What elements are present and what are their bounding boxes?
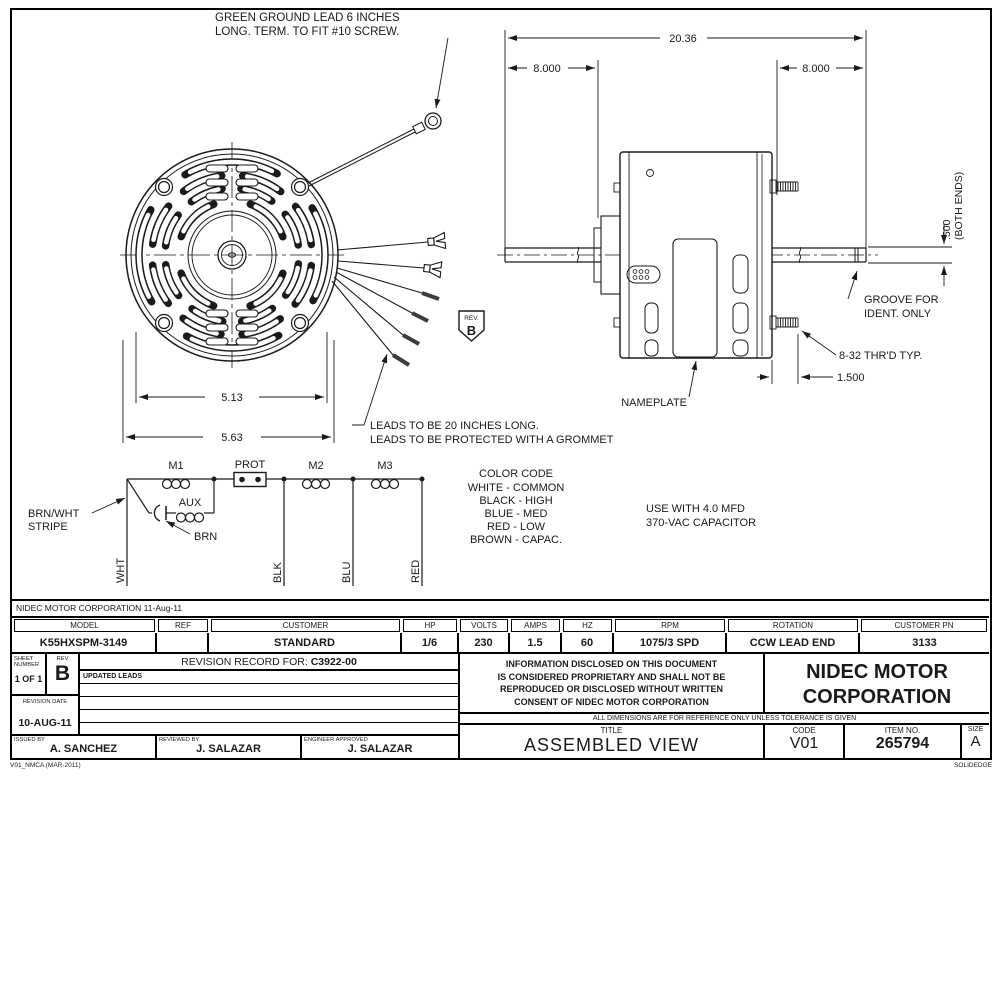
proprietary-line-1: INFORMATION DISCLOSED ON THIS DOCUMENT: [505, 659, 718, 669]
label-m3: M3: [377, 460, 393, 472]
note-leads-1: LEADS TO BE 20 INCHES LONG.: [370, 420, 539, 432]
revision-record-row-5: [80, 723, 460, 736]
reviewed-by-value: J. SALAZAR: [196, 743, 261, 755]
spec-header-amps: AMPS: [511, 619, 560, 632]
dim-shaft-right: 8.000: [802, 63, 830, 75]
spec-header-hz: HZ: [563, 619, 612, 632]
dim-shaft-left: 8.000: [533, 63, 561, 75]
color-code-red: RED - LOW: [486, 521, 546, 533]
spec-value-rpm: 1075/3 SPD: [614, 633, 727, 654]
company-name-cell: [765, 654, 989, 714]
label-m2: M2: [308, 460, 324, 472]
dim-shaft-flat-note: (BOTH ENDS): [953, 171, 965, 240]
sheet-number-value: 1 OF 1: [14, 674, 43, 684]
item-number-value: 265794: [875, 735, 930, 752]
spec-header-rotation: ROTATION: [728, 619, 858, 632]
engineer-approved-value: J. SALAZAR: [347, 743, 413, 755]
revision-record-number: C3922-00: [310, 656, 357, 668]
issued-by-cell: [12, 736, 157, 759]
label-wht: WHT: [115, 557, 127, 583]
cad-system-footer: SOLIDEDGE: [954, 762, 992, 769]
sheet-number-label: SHEET NUMBER: [14, 656, 40, 668]
spec-value-ref: [157, 633, 209, 654]
rev-badge-label: REV.: [464, 315, 479, 322]
spec-header-model: MODEL: [14, 619, 155, 632]
dim-shaft-flat: .500: [941, 219, 953, 240]
title-block-lower: [12, 654, 989, 759]
dim-body-diameter: 5.63: [221, 432, 243, 444]
spec-value-hp: 1/6: [402, 633, 459, 654]
code-value: V01: [789, 735, 819, 752]
revision-date-label: REVISION DATE: [22, 699, 68, 705]
form-number-footer: V01_NMCA (MAR-2011): [10, 762, 81, 769]
company-name-line-1: NIDEC MOTOR: [806, 661, 948, 683]
size-label: SIZE: [967, 726, 984, 733]
spec-table: [12, 616, 989, 654]
engineer-approved-cell: [302, 736, 460, 759]
label-aux: AUX: [178, 497, 202, 509]
revision-record-header: [80, 654, 460, 671]
spec-value-volts: 230: [459, 633, 510, 654]
label-blu: BLU: [341, 561, 353, 583]
sheet-border: [10, 8, 992, 760]
color-code-title: COLOR CODE: [479, 468, 553, 480]
note-ground-lead-1: GREEN GROUND LEAD 6 INCHES: [215, 12, 400, 24]
revision-record-row-1: UPDATED LEADS: [80, 671, 460, 684]
title-cell: [460, 725, 765, 759]
rev-value: B: [54, 662, 71, 685]
capacitor-note-1: USE WITH 4.0 MFD: [646, 503, 746, 515]
note-groove-2: IDENT. ONLY: [864, 308, 932, 320]
spec-header-volts: VOLTS: [460, 619, 508, 632]
spec-value-amps: 1.5: [510, 633, 562, 654]
label-brn: BRN: [194, 531, 218, 543]
revision-record-row-3: [80, 697, 460, 710]
code-cell: [765, 725, 845, 759]
sheet-number-cell: [12, 654, 47, 696]
reviewed-by-cell: [157, 736, 302, 759]
label-brn-wht-1: BRN/WHT: [28, 508, 80, 520]
reviewed-by-label: REVIEWED BY: [159, 737, 200, 743]
spec-value-hz: 60: [562, 633, 614, 654]
revision-record-label: REVISION RECORD FOR:: [181, 656, 308, 668]
label-blk: BLK: [272, 562, 284, 583]
color-code-blue: BLUE - MED: [484, 508, 548, 520]
rev-label: REV: [56, 656, 69, 662]
label-red: RED: [410, 559, 422, 583]
spec-value-customer-pn: 3133: [912, 637, 937, 649]
tolerance-note: ALL DIMENSIONS ARE FOR REFERENCE ONLY UNLESS TOLERANCE IS GIVEN: [460, 714, 989, 725]
spec-value-model: K55HXSPM-3149: [12, 633, 157, 654]
dim-bolt-circle: 5.13: [221, 392, 243, 404]
proprietary-line-3: REPRODUCED OR DISCLOSED WITHOUT WRITTEN: [500, 684, 723, 694]
note-leads-2: LEADS TO BE PROTECTED WITH A GROMMET: [370, 434, 614, 446]
revision-date-value: 10-AUG-11: [18, 717, 72, 729]
spec-value-customer: STANDARD: [209, 633, 402, 654]
code-label: CODE: [792, 726, 816, 735]
label-brn-wht-2: STRIPE: [28, 521, 68, 533]
note-ground-lead-2: LONG. TERM. TO FIT #10 SCREW.: [215, 26, 400, 38]
revision-record-row-4: [80, 710, 460, 723]
color-code-white: WHITE - COMMON: [467, 482, 565, 494]
size-value: A: [970, 733, 981, 750]
issued-by-label: ISSUED BY: [14, 737, 45, 743]
label-prot: PROT: [234, 459, 266, 471]
capacitor-note-2: 370-VAC CAPACITOR: [646, 517, 757, 529]
rev-cell: [47, 654, 80, 696]
color-code-black: BLACK - HIGH: [479, 495, 553, 507]
spec-header-hp: HP: [403, 619, 457, 632]
company-name-line-2: CORPORATION: [802, 686, 952, 708]
dim-overall-length: 20.36: [669, 33, 697, 45]
item-number-cell: [845, 725, 962, 759]
title-value: ASSEMBLED VIEW: [523, 735, 700, 755]
proprietary-notice: [460, 654, 765, 714]
revision-record-row-2: [80, 684, 460, 697]
proprietary-line-4: CONSENT OF NIDEC MOTOR CORPORATION: [514, 696, 709, 707]
revision-date-cell: [12, 696, 80, 736]
label-m1: M1: [168, 460, 184, 472]
engineer-approved-label: ENGINEER APPROVED: [304, 737, 368, 743]
note-groove-1: GROOVE FOR: [864, 294, 939, 306]
company-date-strip: NIDEC MOTOR CORPORATION 11-Aug-11: [16, 603, 183, 613]
size-cell: [962, 725, 989, 759]
note-thread: 8-32 THR'D TYP.: [839, 350, 923, 362]
proprietary-line-2: IS CONSIDERED PROPRIETARY AND SHALL NOT BE: [497, 671, 726, 682]
color-code-brown: BROWN - CAPAC.: [469, 534, 563, 546]
rev-badge-value: B: [466, 323, 477, 338]
spec-header-customer-pn: CUSTOMER PN: [861, 619, 987, 632]
title-label: TITLE: [600, 726, 623, 735]
label-nameplate: NAMEPLATE: [621, 397, 687, 409]
spec-header-customer: CUSTOMER: [211, 619, 400, 632]
title-block: [12, 599, 989, 759]
spec-value-rotation: CCW LEAD END: [727, 633, 860, 654]
spec-header-rpm: RPM: [615, 619, 725, 632]
dim-stud-length: 1.500: [837, 372, 865, 384]
item-number-label: ITEM NO.: [884, 726, 921, 735]
spec-header-ref: REF: [158, 619, 208, 632]
issued-by-value: A. SANCHEZ: [49, 743, 118, 755]
